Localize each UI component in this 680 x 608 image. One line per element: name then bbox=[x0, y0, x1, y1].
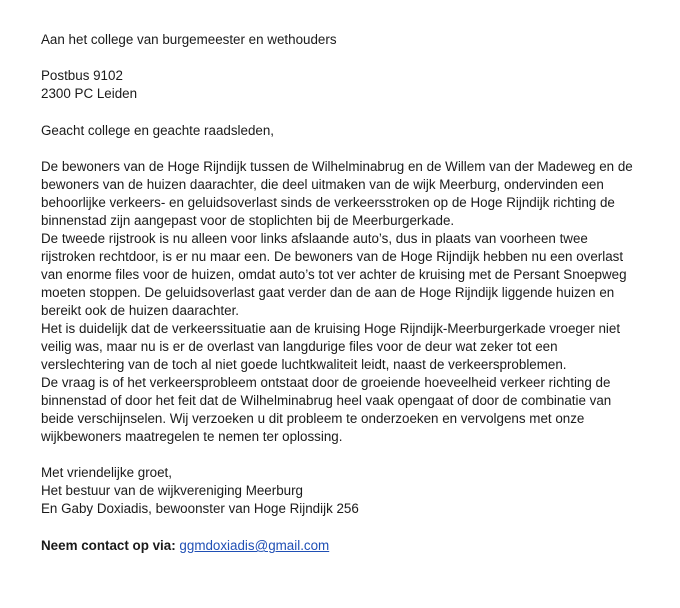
postbus: Postbus 9102 bbox=[41, 68, 123, 83]
contact-line bbox=[41, 537, 329, 555]
contact-email-link[interactable]: ggmdoxiadis@gmail.com bbox=[179, 538, 330, 553]
body-line: binnenstad of door het feit dat de Wilhelminabrug heel vaak opengaat of door de combinatie van bbox=[41, 393, 612, 408]
body-line: De vraag is of het verkeersprobleem ontstaat door de groeiende hoeveelheid verkeer richting de bbox=[41, 375, 611, 390]
body-line: bewoners van de huizen daarachter, die deel uitmaken van de wijk Meerburg, ondervinden een bbox=[41, 177, 604, 192]
body-line: beide verschijnselen. Wij verzoeken u dit probleem te onderzoeken en vervolgens met onze bbox=[41, 411, 585, 426]
salutation: Geacht college en geachte raadsleden, bbox=[41, 123, 275, 138]
addressee: Aan het college van burgemeester en wethouders bbox=[41, 32, 337, 47]
postcode-city: 2300 PC Leiden bbox=[41, 86, 138, 101]
signature-resident: En Gaby Doxiadis, bewoonster van Hoge Rijndijk 256 bbox=[41, 501, 359, 516]
body-line: De tweede rijstrook is nu alleen voor links afslaande auto’s, dus in plaats van voorheen twee bbox=[41, 231, 588, 246]
body-line: verslechtering van de toch al niet goede luchtkwaliteit leidt, naast de verkeersproblemen. bbox=[41, 357, 567, 372]
body-line: De bewoners van de Hoge Rijndijk tussen de Wilhelminabrug en de Willem van der Madeweg en de bbox=[41, 159, 633, 174]
contact-label: Neem contact op via: bbox=[41, 538, 176, 553]
body-line: behoorlijke verkeers- en geluidsoverlast sinds de verkeersstroken op de Hoge Rijndijk richting de bbox=[41, 195, 615, 210]
body-line: wijkbewoners maatregelen te nemen ter oplossing. bbox=[41, 429, 343, 444]
body-line: binnenstad zijn aangepast voor de stoplichten bij de Meerburgerkade. bbox=[41, 213, 455, 228]
body-line: rijstroken rechtdoor, is er nu maar een. De bewoners van de Hoge Rijndijk hebben nu een overlast bbox=[41, 249, 624, 264]
signature-board: Het bestuur van de wijkvereniging Meerburg bbox=[41, 483, 304, 498]
body-line: moeten stoppen. De geluidsoverlast gaat verder dan de aan de Hoge Rijndijk liggende huizen en bbox=[41, 285, 615, 300]
body-line: veilig was, maar nu is er de overlast van langdurige files voor de deur wat zeker tot een bbox=[41, 339, 558, 354]
closing: Met vriendelijke groet, bbox=[41, 465, 172, 480]
body-line: Het is duidelijk dat de verkeerssituatie aan de kruising Hoge Rijndijk-Meerburgerkade vroeger niet bbox=[41, 321, 621, 336]
body-line: van enorme files voor de huizen, omdat auto’s tot ver achter de kruising met de Persant Snoepweg bbox=[41, 267, 627, 282]
body-line: bereikt ook de huizen daarachter. bbox=[41, 303, 240, 318]
